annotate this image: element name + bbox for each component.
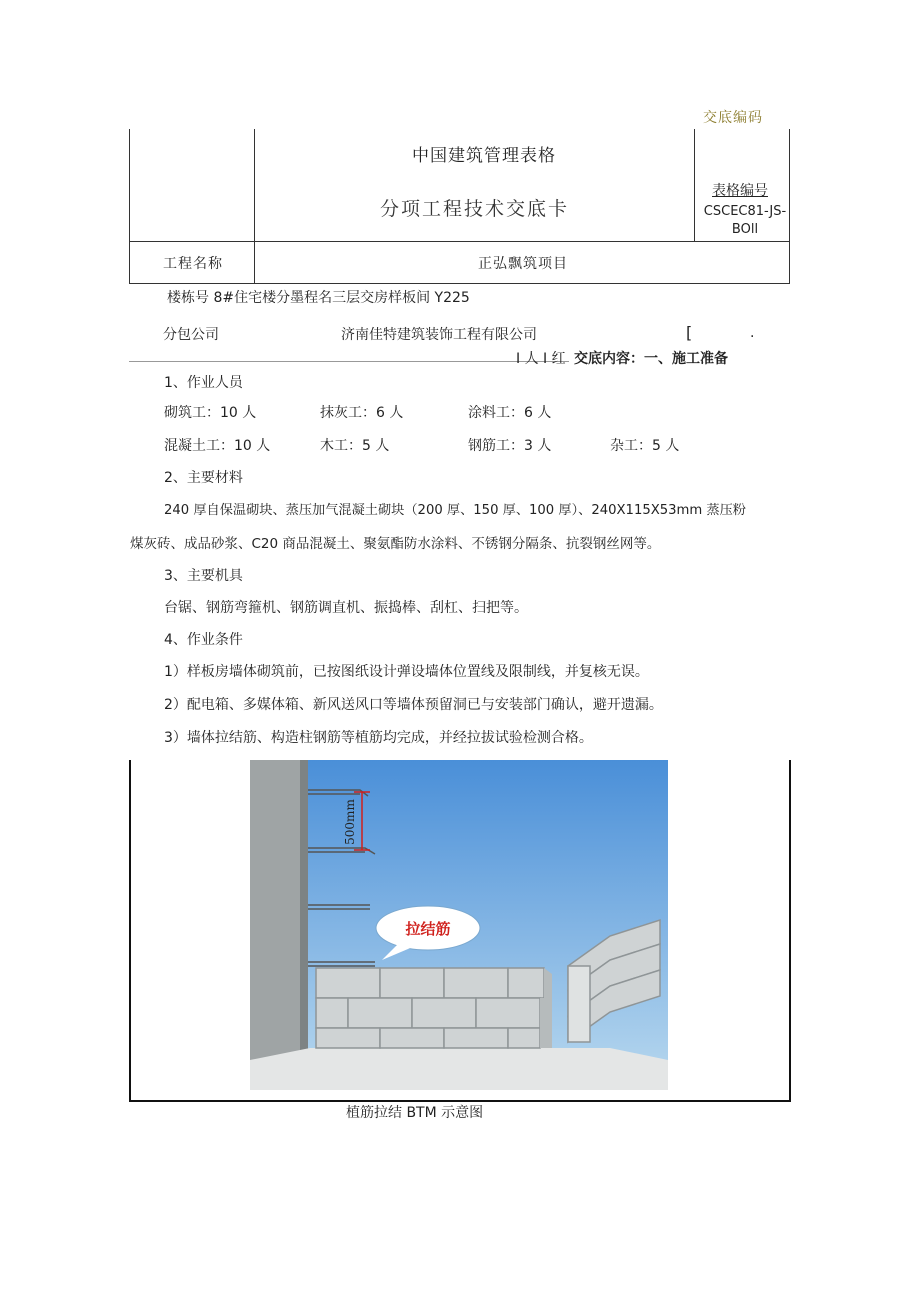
tie-bar-diagram [250,760,668,1090]
materials-line-2: 煤灰砖、成品砂浆、C20 商品混凝土、聚氨酯防水涂料、不锈钢分隔条、抗裂钢丝网等。 [130,536,661,552]
worker-item: 木工：5 人 [320,438,390,454]
dot-mark: . [750,325,755,341]
tools-line: 台锯、钢筋弯箍机、钢筋调直机、振捣棒、刮杠、扫把等。 [164,600,528,616]
content-heading: 交底内容：一、施工准备 [574,351,728,367]
worker-item: 杂工：5 人 [610,438,680,454]
worker-item: 钢筋工：3 人 [468,438,552,454]
subcontractor-label: 分包公司 [163,327,219,343]
format-code: CSCEC81-JS-BOll [703,204,787,237]
condition-3: 3）墙体拉结筋、构造柱钢筋等植筋均完成，并经拉拔试验检测合格。 [164,730,593,746]
section-2-title: 2、主要材料 [164,470,243,486]
section-marker: I 人 I 红 [516,351,566,367]
worker-item: 混凝土工：10 人 [164,438,271,454]
condition-1: 1）样板房墙体砌筑前，已按图纸设计弹设墙体位置线及限制线，并复核无误。 [164,664,649,680]
table-border-left [129,129,130,284]
callout-label: 拉结筋 [405,920,451,938]
bracket-mark: [ [686,323,693,342]
worker-item: 砌筑工：10 人 [164,405,257,421]
doc-title: 分项工程技术交底卡 [380,198,570,220]
table-row-divider [129,241,790,242]
separator-line [129,361,569,362]
table-divider-2 [694,129,695,242]
section-3-title: 3、主要机具 [164,568,243,584]
dimension-label: 500mm [343,799,357,845]
project-label: 工程名称 [163,256,223,272]
section-4-title: 4、作业条件 [164,632,243,648]
worker-item: 抹灰工：6 人 [320,405,404,421]
floor-slab [250,1048,668,1090]
handover-code-label: 交底编码 [703,110,763,126]
table-divider-1 [254,129,255,284]
worker-item: 涂料工：6 人 [468,405,552,421]
building-line: 楼栋号 8#住宅楼分墨程名三层交房样板间 Y225 [167,290,470,306]
table-border-bottom [129,283,790,284]
format-label: 表格编号 [712,183,768,199]
block-wall-left [316,968,544,1048]
figure-caption: 植筋拉结 BTM 示意图 [346,1105,484,1121]
condition-2: 2）配电箱、多媒体箱、新风送风口等墙体预留洞已与安装部门确认，避开遗漏。 [164,697,663,713]
section-1-title: 1、作业人员 [164,375,243,391]
org-title: 中国建筑管理表格 [412,146,556,166]
materials-line-1: 240 厚自保温砌块、蒸压加气混凝土砌块（200 厚、150 厚、100 厚）、240X115X53mm 蒸压粉 [164,503,746,518]
project-name: 正弘飘筑项目 [478,256,568,272]
concrete-wall [250,760,300,1070]
subcontractor-name: 济南佳特建筑装饰工程有限公司 [341,327,537,343]
